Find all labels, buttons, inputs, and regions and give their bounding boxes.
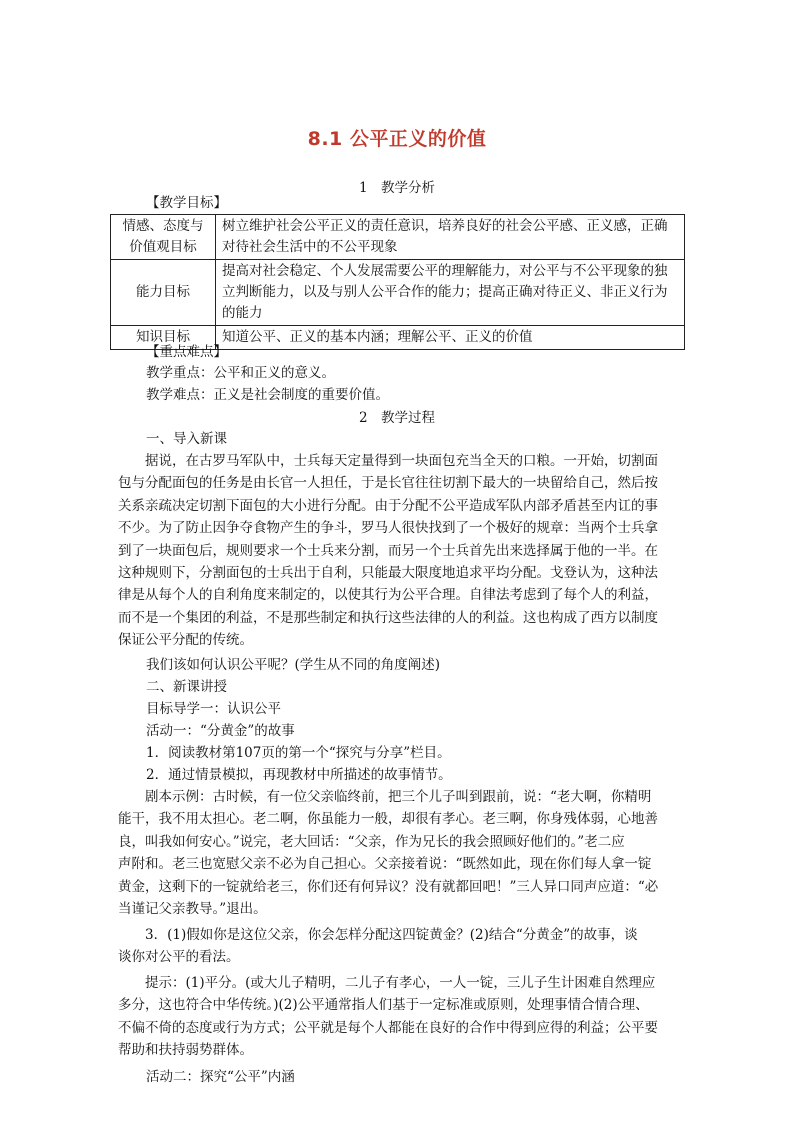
step-3-paragraph: 3．(1)假如你是这位父亲，你会怎样分配这四锭黄金？(2)结合“分黄金”的故事，谈 谈你对公平的看法。 — [118, 927, 638, 966]
script-paragraph: 剧本示例：古时候，有一位父亲临终前，把三个儿子叫到跟前，说：“老大啊，你精明 能干，我不用太担心。老二啊，你虽能力一般，却很有孝心。老三啊，你身残体弱，心地善 良，叫我如何安心。”说完，老大回话：“父亲，作为兄长的我会照顾好他们的。”老二应 声附和。老三也宽慰父亲不必为自己担心。父亲接着说：“既然如此，现在你们每人拿一锭 黄金，这剩下的一锭就给老三，你们还有何异议？没有就都回吧！”三人异口同声应道：“必 当谨记父亲教导。”退出。 — [118, 789, 659, 918]
goal-value-ability: 提高对社会稳定、个人发展需要公平的理解能力，对公平与不公平现象的独 立判断能力，以及与别人公平合作的能力；提高正确对待正义、非正义行为 的能力 — [216, 260, 685, 326]
question-line: 我们该如何认识公平呢？(学生从不同的角度阐述) — [146, 657, 441, 673]
difficult-point: 教学难点：正义是社会制度的重要价值。 — [146, 387, 389, 403]
activity-heading-2: 活动二：探究“公平”内涵 — [146, 1069, 295, 1085]
intro-paragraph: 据说，在古罗马军队中，士兵每天定量得到一块面包充当全天的口粮。一开始，切割面 包与分配面包的任务是由长官一人担任，于是长官往往切割下最大的一块留给自己，然后按 关系亲疏决定切割下面包的大小进行分配。由于分配不公平造成军队内部矛盾甚至内讧的事 不少。为了防止因争夺食物产生的争斗，罗马人很快找到了一个极好的规章：当两个士兵拿 到了一块面包后，规则要求一个士兵来分割，而另一个士兵首先出来选择属于他的一半。在 这种规则下，分割面包的士兵出于自利，只能最大限度地追求平均分配。戈登认为，这种法 律是从每个人的自利角度来制定的，以使其行为公平合理。自律法考虑到了每个人的利益， 而不是一个集团的利益，不是那些制定和执行这些法律的人的利益。这也构成了西方以制度 保证公平分配的传统。 — [118, 453, 658, 649]
section-heading-analysis: 1 教学分析 — [358, 180, 436, 196]
page-title: 8.1 公平正义的价值 — [307, 128, 487, 150]
goal-key-ability: 能力目标 — [111, 260, 216, 326]
key-difficult-label: 【重点难点】 — [146, 344, 227, 360]
part-heading-new: 二、新课讲授 — [146, 679, 227, 695]
teaching-goals-table — [110, 214, 685, 350]
goal-key-attitude: 情感、态度与 价值观目标 — [111, 215, 216, 260]
goals-label: 【教学目标】 — [146, 195, 227, 211]
goal-value-attitude: 树立维护社会公平正义的责任意识，培养良好的社会公平感、正义感，正确 对待社会生活中的不公平现象 — [216, 215, 685, 260]
hint-paragraph: 提示：(1)平分。(或大儿子精明，二儿子有孝心，一人一锭，三儿子生计困难自然理应 多分，这也符合中华传统。)(2)公平通常指人们基于一定标准或原则，处理事情合情合理、 不偏不倚的态度或行为方式；公平就是每个人都能在良好的合作中得到应得的利益；公平要 帮助和扶持弱势群体。 — [118, 975, 658, 1059]
activity-heading-1: 活动一：“分黄金”的故事 — [146, 723, 295, 739]
guide-heading-1: 目标导学一：认识公平 — [146, 701, 281, 717]
key-point: 教学重点：公平和正义的意义。 — [146, 365, 335, 381]
table-row — [111, 215, 685, 260]
goal-key-knowledge: 知识目标 — [111, 326, 216, 350]
step-2: 2．通过情景模拟，再现教材中所描述的故事情节。 — [146, 767, 452, 783]
goal-value-knowledge: 知道公平、正义的基本内涵；理解公平、正义的价值 — [216, 326, 685, 350]
table-row — [111, 260, 685, 326]
section-heading-process: 2 教学过程 — [358, 410, 436, 426]
step-1: 1．阅读教材第107页的第一个“探究与分享”栏目。 — [146, 745, 451, 761]
part-heading-intro: 一、导入新课 — [146, 431, 227, 447]
